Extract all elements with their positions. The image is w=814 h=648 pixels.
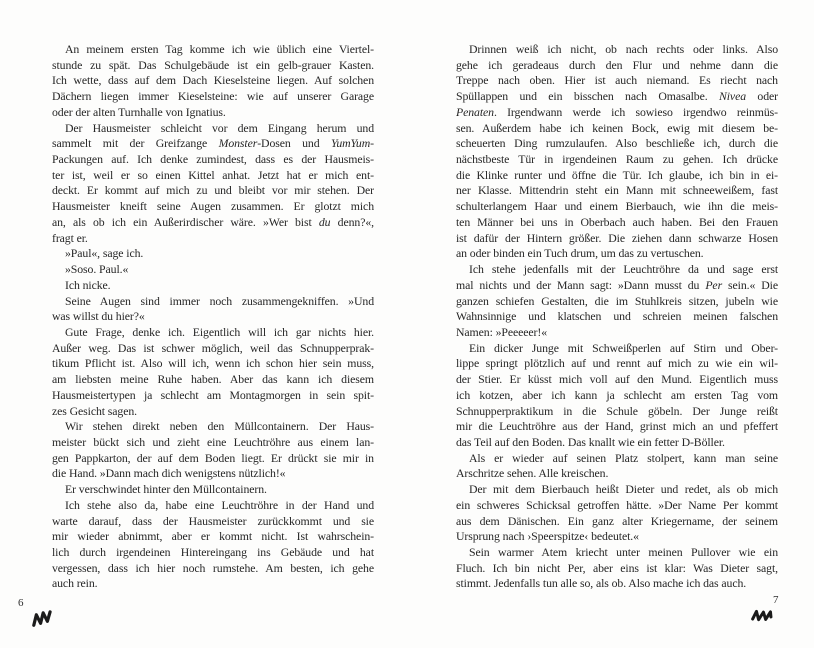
text-line: ter ist, weil er so einen Kittel anhat. Jetzt hat er mich ent- — [52, 167, 374, 182]
text-line: sammelt mit der Greifzange Monster-Dosen und YumYum- — [52, 136, 374, 151]
paragraph — [456, 262, 778, 341]
text-line: Der Hausmeister schleicht vor dem Eingang herum und — [65, 120, 374, 135]
text-line: ten Männer bei uns in Oberbach auch haben. Bei den Frauen — [456, 214, 778, 229]
text-line: Hausmeistertypen ja schlecht am Montagmorgen in sein spit- — [52, 387, 374, 402]
text-line: An meinem ersten Tag komme ich wie üblich eine Viertel- — [65, 42, 374, 56]
paragraph — [52, 325, 374, 419]
text-line: Fluch. Ich bin nicht Per, aber eins ist klar: Was Dieter sagt, — [456, 560, 778, 575]
text-line: Außer weg. Das ist schwer möglich, weil das Schnupperprak- — [52, 340, 374, 355]
text-line: mir wieder abnimmt, aber er kommt nicht. Ist wahrschein- — [52, 529, 374, 544]
text-line: Sein warmer Atem kriecht unter meinen Pullover wie ein — [469, 545, 778, 559]
text-line: Ich stehe also da, habe eine Leuchtröhre in der Hand und — [65, 497, 374, 512]
paragraph — [52, 121, 374, 247]
text-line: ganzen schiefen Gestalten, die im Stuhlkreis sitzen, jubeln wie — [456, 293, 778, 308]
paragraph — [456, 341, 778, 451]
text-line: das Teil auf den Boden. Das knallt wie ein fetter D-Böller. — [456, 434, 725, 449]
text-line: Dächern liegen immer Kieselsteine: wie auf unserer Garage — [52, 89, 374, 104]
paragraph — [52, 246, 374, 262]
text-line: die Hand. »Dann mach dich wenigstens nützlich!« — [52, 466, 286, 481]
paragraph — [52, 482, 374, 498]
paragraph — [52, 42, 374, 121]
text-line: Treppe nach oben. Hier ist auch niemand. Es riecht nach — [456, 73, 778, 88]
text-line: »Soso. Paul.« — [65, 262, 129, 277]
text-line: warte darauf, dass der Hausmeister zurückkommt und sie — [52, 513, 374, 528]
paragraph — [52, 294, 374, 325]
text-line: Drinnen weiß ich nicht, ob nach rechts oder links. Also — [469, 42, 778, 56]
text-line: vergessen, dass ich hier noch rumstehe. Am besten, ich gehe — [52, 560, 374, 575]
text-line: ich kotzen, aber ich kann ja schlecht am ersten Tag vom — [456, 387, 778, 402]
text-line: Spüllappen und ein bisschen nach Omasalbe. Nivea oder — [456, 89, 778, 104]
text-line: deckt. Er kommt auf mich zu und bleibt vor mir stehen. Der — [52, 183, 374, 198]
text-line: ner Klasse. Mittendrin steht ein Mann mit schneeweißem, fast — [456, 183, 778, 198]
text-line: Penaten. Irgendwann werde ich sowieso irgendwo reinmüs- — [456, 104, 778, 119]
text-line: fragt er. — [52, 230, 88, 245]
text-line: »Paul«, sage ich. — [65, 246, 144, 261]
text-line: Schnupperpraktikum in die Schule göbeln. Der Junge reißt — [456, 403, 778, 418]
text-line: was willst du hier?« — [52, 309, 145, 324]
paragraph — [52, 262, 374, 278]
text-line: Er verschwindet hinter den Müllcontainern. — [65, 482, 267, 497]
paragraph — [456, 545, 778, 592]
text-line: an, als ob ich ein Außerirdischer wäre. »Wer bist du denn?«, — [52, 214, 374, 229]
text-line: ist dafür der Hintern größer. Die ziehen dann schwarze Hosen — [456, 230, 778, 245]
text-line: auch rein. — [52, 576, 98, 591]
text-line: Gute Frage, denke ich. Eigentlich will ich gar nichts hier. — [65, 324, 374, 339]
scribble-icon — [750, 607, 774, 625]
text-line: Ein dicker Junge mit Schweißperlen auf Stirn und Ober- — [469, 340, 778, 355]
scribble-icon — [30, 608, 55, 629]
text-line: gen Pappkarton, der auf dem Boden liegt. Er drückt sie mir in — [52, 450, 374, 465]
text-line: mir die Leuchtröhre aus der Hand, grinst mich an und pfeffert — [456, 419, 778, 434]
paragraph — [52, 498, 374, 592]
paragraph — [456, 482, 778, 545]
paragraph — [456, 42, 778, 262]
text-line: der Stier. Er küsst mich voll auf den Mund. Eigentlich muss — [456, 372, 778, 387]
text-line: Packungen auf. Ich denke zumindest, dass es der Hausmeis- — [52, 152, 374, 167]
text-line: zes Gesicht sagen. — [52, 403, 138, 418]
text-line: lich durch irgendeinen Hintereingang ins Gebäude und hat — [52, 545, 374, 559]
paragraph — [456, 451, 778, 482]
text-line: gehe ich geradeaus durch den Flur und nehme dann die — [456, 57, 778, 72]
text-line: stunde zu spät. Das Schulgebäude ist ein gelb-grauer Kasten. — [52, 57, 374, 72]
page-number-left: 6 — [18, 597, 24, 609]
text-line: sen. Außerdem habe ich keinen Bock, ewig mit diesem be- — [456, 120, 778, 135]
text-line: ein schweres Schicksal getroffen hätte. »Der Name Per kommt — [456, 497, 778, 512]
text-line: Ich wette, dass auf dem Dach Kieselsteine liegen. Auf solchen — [52, 73, 374, 88]
text-line: die Klinke runter und öffne die Tür. Ich glaube, ich bin in ei- — [456, 167, 778, 182]
text-line: an oder binden ein Tuch drum, um das zu vertuschen. — [456, 246, 704, 261]
text-line: meister bückt sich und zieht eine Leuchtröhre aus einem lan- — [52, 434, 374, 449]
text-line: oder der alten Turnhalle von Ignatius. — [52, 104, 226, 119]
page-number-right: 7 — [773, 594, 779, 606]
text-line: tikum Pflicht ist. Also will ich, wenn ich schon hier sein muss, — [52, 356, 374, 371]
paragraph — [52, 419, 374, 482]
page-left-text-column — [52, 42, 374, 592]
paragraph — [52, 278, 374, 294]
text-line: Ich stehe jedenfalls mit der Leuchtröhre da und sage erst — [469, 262, 778, 277]
text-line: Seine Augen sind immer noch zusammengekniffen. »Und — [65, 293, 374, 308]
text-line: Hausmeister kneift seine Augen zusammen. Er glotzt mich — [52, 199, 374, 214]
text-line: lippe springt plötzlich auf und rennt auf mich zu wie ein wil- — [456, 356, 778, 371]
text-line: nächstbeste Tür in irgendeinen Raum zu gehen. Ich drücke — [456, 152, 778, 167]
text-line: stimmt. Jedenfalls tun alle so, als ob. Also mache ich das auch. — [456, 576, 747, 591]
text-line: am liebsten meine Ruhe haben. Aber das kann ich diesem — [52, 372, 374, 387]
text-line: Wahnsinnige und klatschen und schreien meinen falschen — [456, 309, 778, 324]
text-line: mal nichts und der Mann sagt: »Dann musst du Per sein.« Die — [456, 277, 778, 292]
text-line: Ursprung nach ›Speerspitze‹ bedeutet.« — [456, 529, 639, 544]
text-line: schulterlangem Haar und einem Bierbauch, wie ihn die meis- — [456, 199, 778, 214]
text-line: Der mit dem Bierbauch heißt Dieter und redet, als ob mich — [469, 482, 778, 497]
text-line: Namen: »Peeeeer!« — [456, 324, 547, 339]
text-line: scheuerten Ding rumzulaufen. Also beschließe ich, durch die — [456, 136, 778, 151]
page-right-text-column — [456, 42, 778, 592]
text-line: Wir stehen direkt neben den Müllcontainern. Der Haus- — [65, 419, 374, 434]
text-line: aus dem Dänischen. Ein ganz alter Kriegername, der seinem — [456, 513, 778, 528]
text-line: Als er wieder auf seinen Platz stolpert, kann man seine — [469, 450, 778, 465]
text-line: Arschritze sehen. Alle kreischen. — [456, 466, 609, 481]
text-line: Ich nicke. — [65, 277, 111, 292]
